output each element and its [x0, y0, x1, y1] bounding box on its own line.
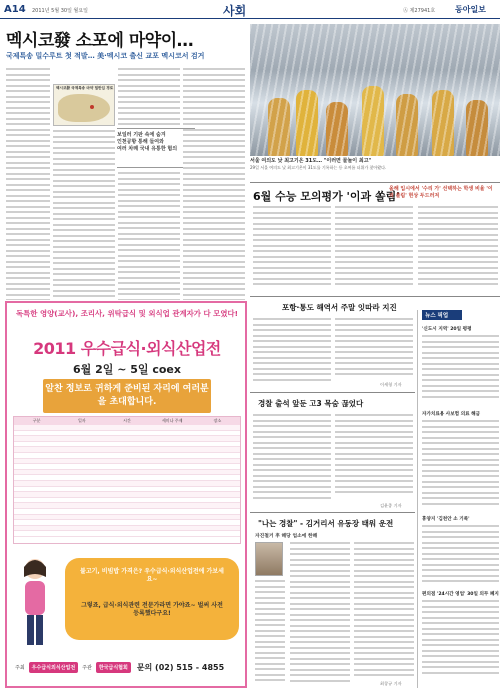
portrait-photo — [255, 542, 283, 576]
story3-body-col-1 — [253, 318, 331, 388]
newspaper-name: 동아일보 — [455, 5, 486, 14]
ad-answer: 그렇죠, 급식·외식관련 전문가라면 가야죠~ 벌써 사전 등록했다구요! — [81, 602, 223, 617]
map-landmass — [58, 94, 110, 122]
story4-body-col-1 — [253, 414, 331, 508]
host-name: 한국급식협회 — [96, 662, 131, 673]
photo-water-splash — [250, 24, 500, 156]
ad-table-header-cell: 시간 — [123, 418, 131, 423]
pull-quote-line: 인천공항 통해 들여와 — [117, 139, 164, 145]
news-brief-item: 편의점 '24시간 영업' 30일 의무 폐지 — [422, 592, 499, 597]
lead-body-col-2 — [53, 130, 115, 300]
edition-number: Ⓐ 제27941호 — [403, 8, 436, 14]
story2-body-col-1 — [253, 206, 331, 290]
news-brief-label: 뉴스 픽업 — [422, 310, 462, 320]
photo-caption — [250, 157, 500, 181]
ad-footer — [13, 652, 241, 682]
ad-table-header-cell: 세미나 주제 — [161, 418, 183, 423]
issue-date: 2011년 5월 30일 월요일 — [32, 8, 89, 14]
ad-question: 불고기, 비빔밥 가격은? 우수급식·외식산업전에 가보세요~ — [80, 568, 224, 583]
story4-body-col-2 — [335, 414, 413, 508]
news-brief-body — [422, 600, 499, 680]
ad-phone[interactable]: 문의 (02) 515 - 4855 — [136, 662, 225, 672]
story5-body-col-3 — [354, 542, 414, 680]
news-brief-body — [422, 420, 499, 510]
divider — [250, 512, 415, 513]
story2-subhead: 올해 입시에서 '수리 가' 선택하는 학생 비율 '이과 쏠림' 현상 두드러져 — [389, 186, 493, 199]
story3-body-col-2 — [335, 318, 413, 388]
story4-byline: 김윤종 기자 — [380, 503, 402, 508]
lead-body-col-1 — [6, 68, 50, 300]
divider — [250, 182, 500, 183]
story5-body-col-2 — [290, 542, 350, 686]
page-header — [0, 0, 500, 19]
news-brief-item: 자가치료용 사보험 의료 해금 — [422, 412, 481, 417]
section-title: 사회 — [223, 4, 247, 18]
news-brief-body — [422, 525, 499, 585]
host-label: 주관 — [82, 664, 92, 671]
map-title: 멕시코發 국제특송 마약 밀반입 경로 — [56, 86, 114, 90]
ad-invitation: 알찬 정보로 귀하게 준비된 자리에 여러분을 초대합니다. — [43, 379, 211, 413]
story5-body-col-1 — [255, 580, 285, 686]
ad-seminar-table — [13, 416, 241, 544]
ad-speech-bubble — [65, 558, 239, 640]
story3-headline: 포항·통도 해역서 주말 잇따라 지진 — [282, 303, 397, 312]
story3-byline: 이세형 기자 — [380, 382, 402, 387]
ad-dates: 6월 2일 ~ 5일 coex — [72, 363, 181, 376]
pull-quote-line: 보일러 기판 속에 숨겨 — [117, 132, 166, 138]
story2-body-col-3 — [418, 206, 498, 290]
ad-table-header — [14, 417, 240, 425]
pull-quote-line: 여러 차례 국내 유통한 혐의 — [117, 146, 178, 152]
news-photo — [250, 24, 500, 156]
story5-headline: "나는 경찰" - 김거리서 유동장 태워 운전 — [258, 519, 394, 528]
lead-headline: 멕시코發 소포에 마약이… — [6, 31, 194, 51]
lead-body-col-3 — [118, 68, 180, 126]
woman-illustration — [15, 555, 55, 647]
story5-byline: 최창규 기자 — [380, 681, 402, 686]
lead-subhead: 국제특송 밀수루트 첫 적발… 美·멕시코 출신 교포 멕시코서 검거 — [6, 52, 205, 60]
photo-caption-title: 서울 여의도 낮 최고기온 31도… "이러면 물놀이 최고" — [250, 158, 372, 164]
story2-body-col-2 — [335, 206, 413, 290]
organizer-name: 우수급식외식산업전 — [29, 662, 78, 673]
news-brief-item: 휴양지 '김천안 소 기록' — [422, 517, 470, 522]
story4-headline: 경찰 출석 앞둔 고3 목숨 끊었다 — [258, 399, 364, 408]
organizer-label: 주최 — [15, 664, 25, 671]
divider — [250, 296, 500, 297]
ad-table-header-cell: 구분 — [32, 418, 41, 423]
table-row — [14, 531, 240, 537]
news-brief-sidebar — [417, 310, 499, 688]
ad-tagline: 독특한 영양(교사), 조리사, 위탁급식 및 외식업 관계자가 다 모였다! — [16, 309, 238, 318]
news-brief-body — [422, 335, 499, 405]
story2-headline: 6월 수능 모의평가 '이과 쏠림' — [253, 190, 400, 203]
divider — [250, 392, 415, 393]
ad-table-body — [14, 425, 240, 537]
story5-subhead: 자진철거 후 해당 업소에 한해 — [255, 534, 318, 539]
news-brief-item: '신도시 지역' 20일 평평 — [422, 327, 472, 332]
ad-table-header-cell: 일자 — [77, 418, 86, 423]
photo-caption-text: 29일 서울 여의도 낮 최고기온이 31도를 기록하는 등 초여름 더위가 찾아왔다. — [250, 165, 387, 170]
lead-body-col-5 — [183, 68, 245, 300]
ad-table-header-cell: 장소 — [213, 418, 222, 423]
route-map — [53, 84, 115, 126]
advertisement[interactable] — [5, 301, 247, 688]
lead-body-col-4 — [118, 172, 180, 300]
ad-title: 2011 우수급식·외식산업전 — [33, 339, 221, 358]
map-marker-icon — [90, 105, 94, 109]
page-number: A14 — [4, 4, 26, 15]
